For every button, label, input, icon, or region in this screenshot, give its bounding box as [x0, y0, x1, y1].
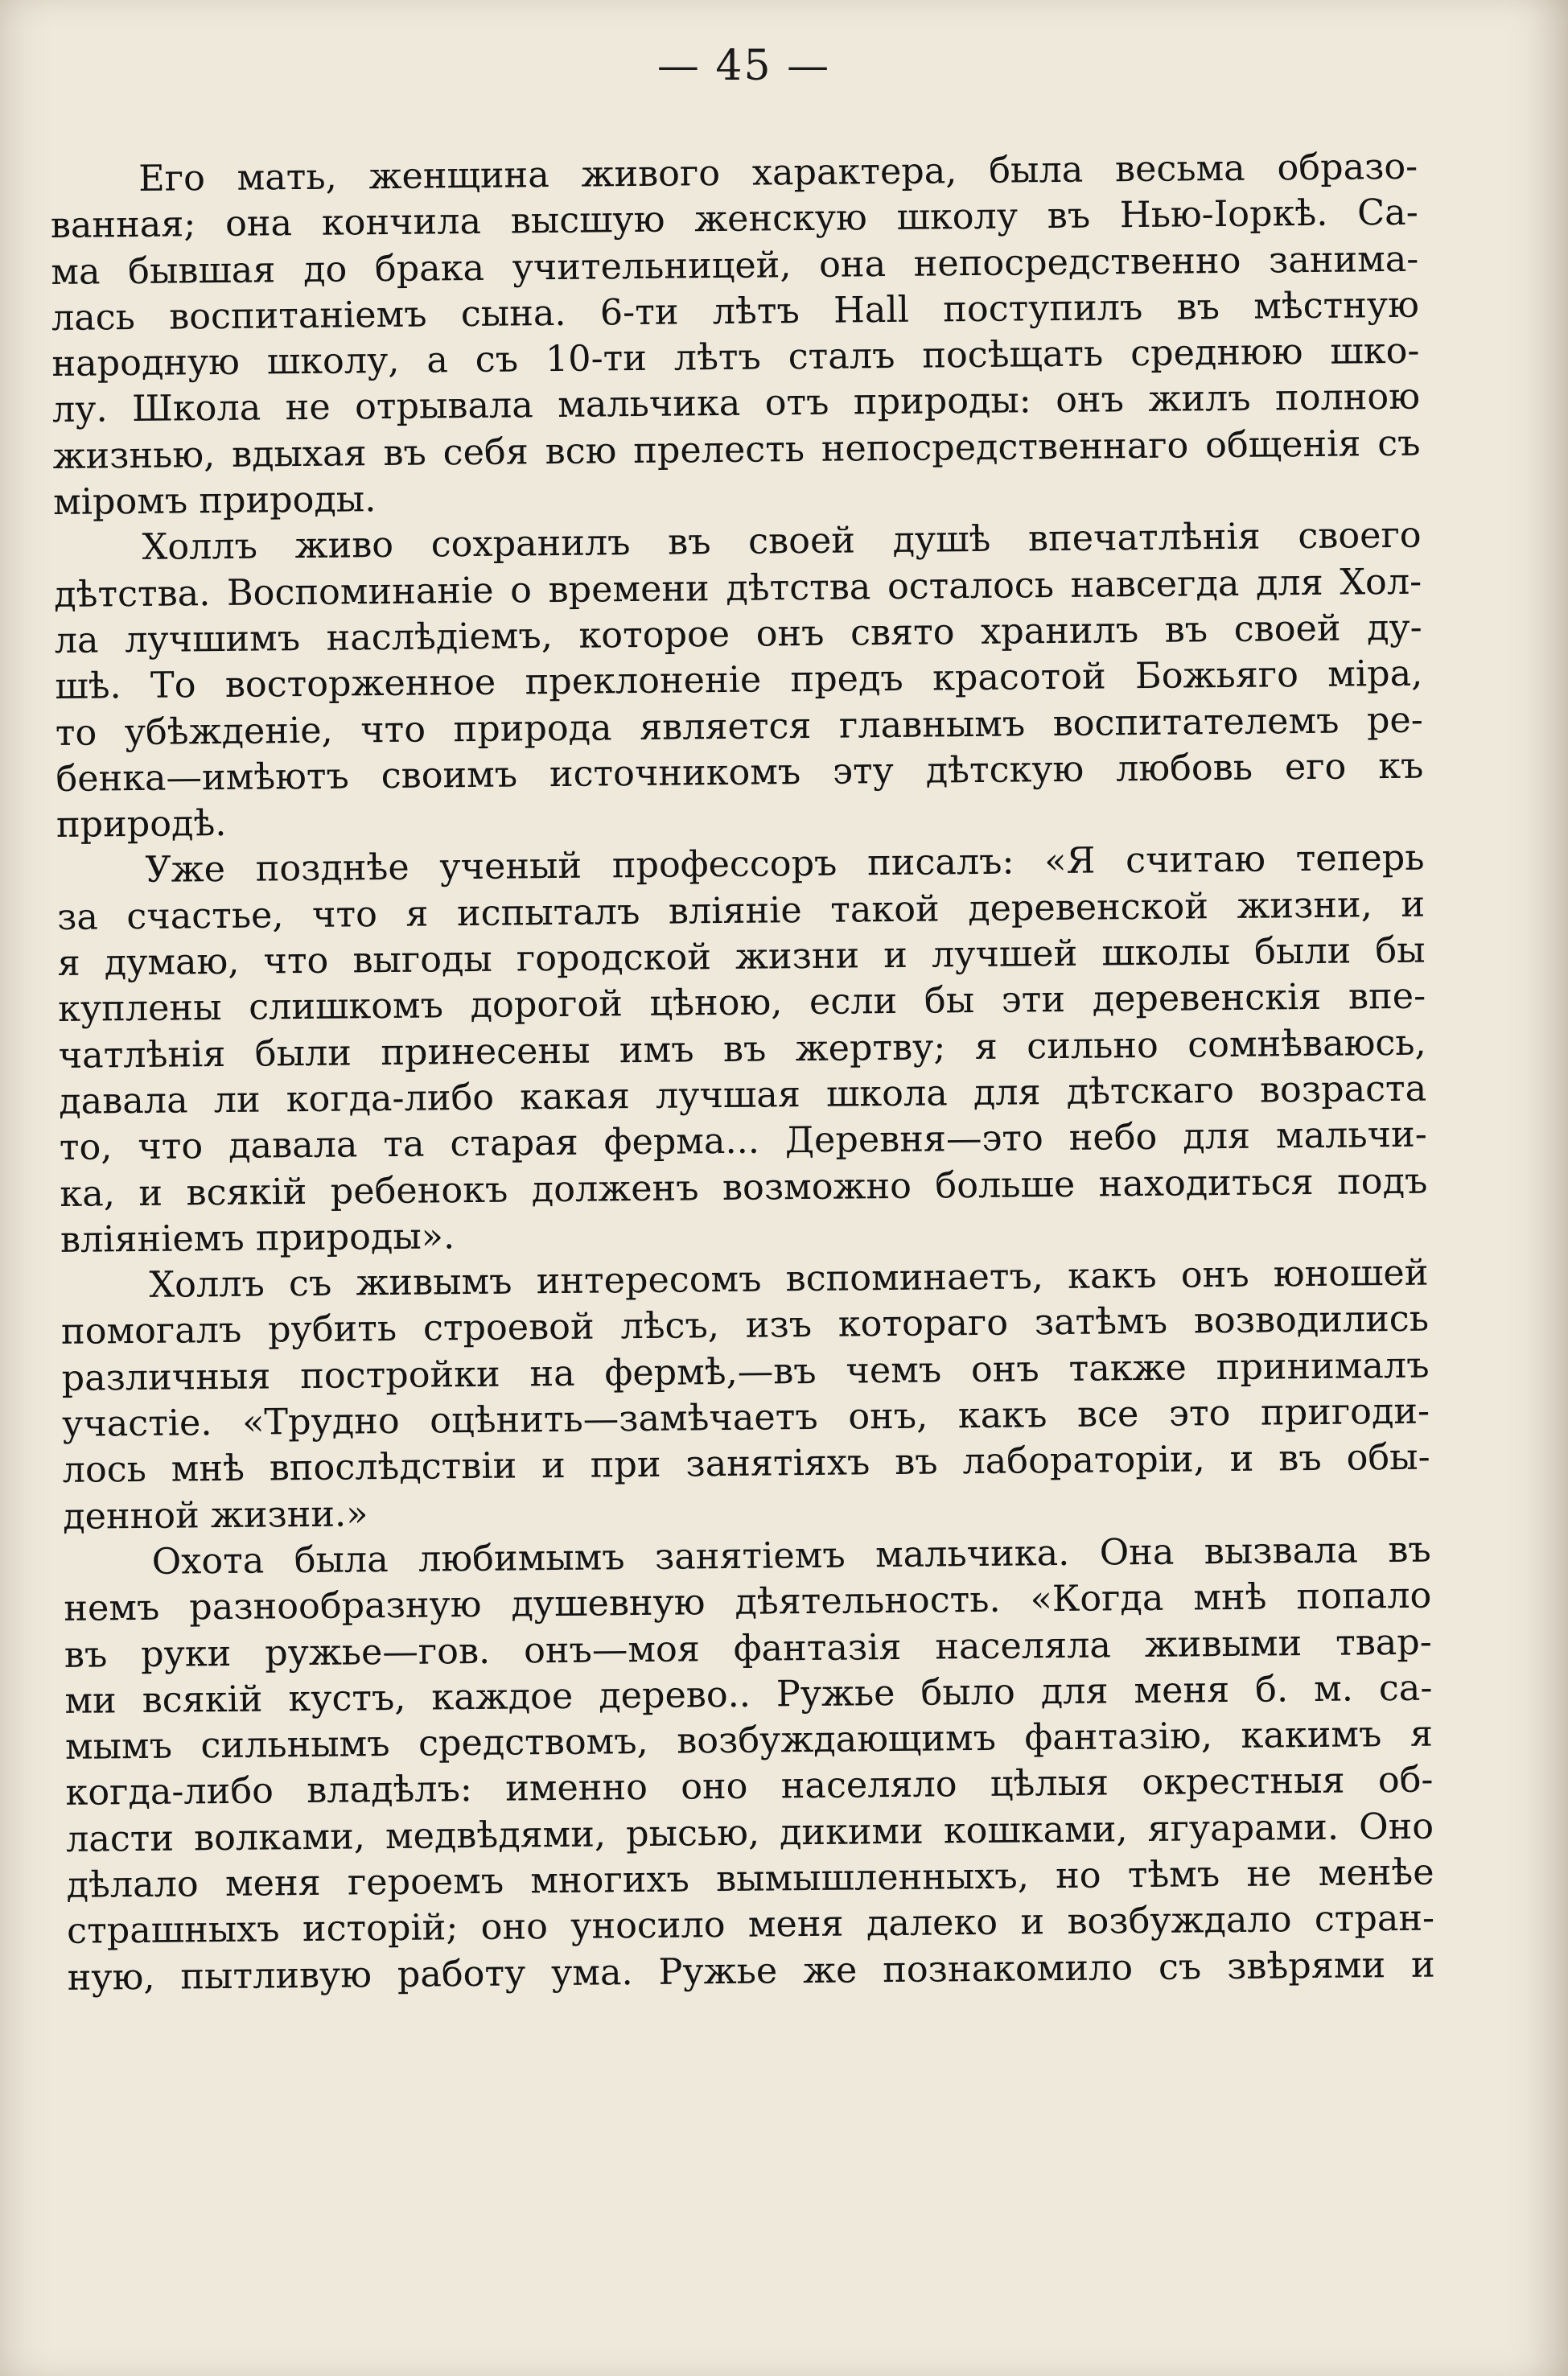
- text-line: помогалъ рубить строевой лѣсъ, изъ котораго затѣмъ возводились: [60, 1299, 1430, 1353]
- text-line: Уже позднѣе ученый профессоръ писалъ: «Я считаю теперь: [145, 838, 1425, 892]
- text-line: чатлѣнія были принесены имъ въ жертву; я сильно сомнѣваюсь,: [58, 1022, 1426, 1077]
- text-line: куплены слишкомъ дорогой цѣною, если бы эти деревенскія впе-: [57, 975, 1426, 1031]
- text-line: денной жизни.»: [62, 1493, 368, 1538]
- text-line: то, что давала та старая ферма... Деревня—это небо для мальчи-: [59, 1114, 1427, 1169]
- text-line: немъ разнообразную душевную дѣятельность. «Когда мнѣ попало: [64, 1575, 1432, 1630]
- text-line: различныя постройки на фермѣ,—въ чемъ онъ также принималъ: [61, 1344, 1430, 1399]
- text-line: давала ли когда-либо какая лучшая школа для дѣтскаго возраста: [59, 1068, 1427, 1122]
- text-line: міромъ природы.: [52, 479, 377, 524]
- text-line: Его мать, женщина живого характера, была весьма образо-: [138, 146, 1418, 200]
- text-line: бенка—имѣютъ своимъ источникомъ эту дѣтскую любовь его къ: [56, 745, 1424, 800]
- text-line: я думаю, что выгоды городской жизни и лучшей школы были бы: [57, 929, 1426, 984]
- text-line: Холлъ живо сохранилъ въ своей душѣ впечатлѣнія своего: [142, 515, 1422, 569]
- text-line: шѣ. То восторженное преклоненіе предъ красотой Божьяго міра,: [55, 653, 1423, 708]
- text-line: ма бывшая до брака учительницей, она непосредственно занима-: [51, 238, 1419, 293]
- text-line: въ руки ружье—гов. онъ—моя фантазія населяла живыми твар-: [64, 1621, 1433, 1676]
- text-line: за счастье, что я испыталъ вліяніе такой деревенской жизни, и: [56, 883, 1426, 938]
- text-line: ную, пытливую работу ума. Ружье же познакомило съ звѣрями и: [67, 1944, 1435, 1999]
- text-line: ла лучшимъ наслѣдіемъ, которое онъ свято хранилъ въ своей ду-: [54, 607, 1422, 661]
- text-line: то убѣжденіе, что природа является главнымъ воспитателемъ ре-: [55, 699, 1424, 754]
- text-line: ванная; она кончила высшую женскую школу въ Нью-Іоркѣ. Са-: [50, 191, 1418, 247]
- text-line: природѣ.: [56, 803, 227, 846]
- text-line: лу. Школа не отрывала мальчика отъ природы: онъ жилъ полною: [51, 377, 1421, 431]
- text-line: вліяніемъ природы».: [60, 1216, 455, 1261]
- text-line: дѣлало меня героемъ многихъ вымышленныхъ, но тѣмъ не менѣе: [66, 1851, 1434, 1906]
- text-line: когда-либо владѣлъ: именно оно населяло цѣлыя окрестныя об-: [65, 1759, 1434, 1814]
- text-line: Холлъ съ живымъ интересомъ вспоминаетъ, какъ онъ юношей: [149, 1252, 1429, 1307]
- text-line: жизнью, вдыхая въ себя всю прелесть непосредственнаго общенія съ: [52, 422, 1421, 477]
- text-line: лось мнѣ впослѣдствіи и при занятіяхъ въ лабораторіи, и въ обы-: [62, 1436, 1430, 1492]
- text-line: участіе. «Трудно оцѣнить—замѣчаетъ онъ, какъ все это пригоди-: [61, 1390, 1430, 1445]
- text-line: дѣтства. Воспоминаніе о времени дѣтства осталось навсегда для Хол-: [53, 561, 1422, 616]
- text-line: ка, и всякій ребенокъ долженъ возможно больше находиться подъ: [60, 1160, 1428, 1215]
- text-line: народную школу, а съ 10-ти лѣтъ сталъ посѣщать среднюю шко-: [51, 330, 1420, 385]
- text-line: страшныхъ исторій; оно уносило меня далеко и возбуждало стран-: [66, 1897, 1435, 1953]
- text-line: лась воспитаніемъ сына. 6-ти лѣтъ Hall поступилъ въ мѣстную: [51, 284, 1420, 339]
- text-line: ми всякій кустъ, каждое дерево.. Ружье было для меня б. м. са-: [64, 1667, 1433, 1722]
- text-line: Охота была любимымъ занятіемъ мальчика. Она вызвала въ: [151, 1529, 1431, 1583]
- body-text: [50, 144, 1435, 2001]
- page-number: — 45 —: [656, 42, 831, 90]
- text-line: мымъ сильнымъ средствомъ, возбуждающимъ фантазію, какимъ я: [64, 1713, 1434, 1769]
- text-line: ласти волками, медвѣдями, рысью, дикими кошками, ягуарами. Оно: [65, 1806, 1434, 1860]
